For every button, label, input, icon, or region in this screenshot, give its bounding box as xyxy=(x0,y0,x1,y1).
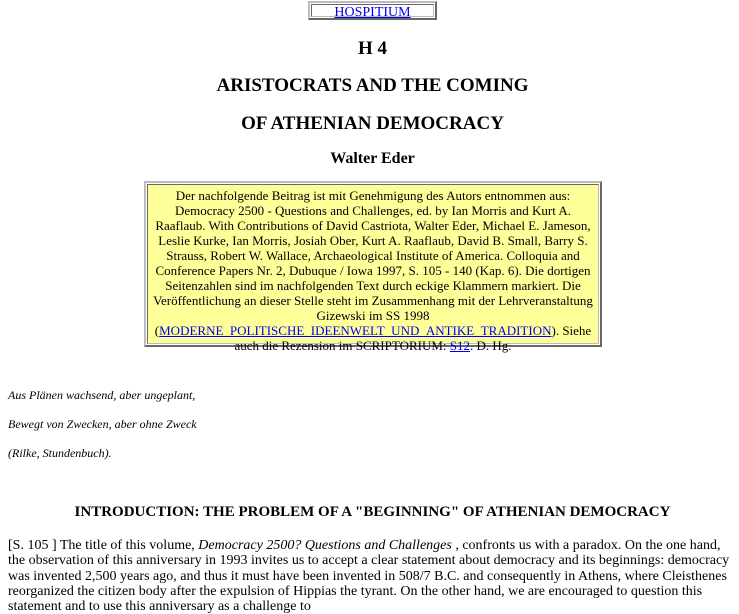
epigraph-citation: (Rilke, Stundenbuch). xyxy=(8,446,112,460)
intro-text-part-2: , confronts us with a paradox. On the one hand, the observation of this anniversary in 1993 invites us to accept a clear statement about democracy and its beginnings: democracy was invented 2,500 years ago, and thus it must have been invented in 508/7 B.C. and consequently in Athens, where Cleisthenes reorganized the citizen body after the expulsion of Hippias the tyrant. On the other hand, we are encouraged to question this statement and to use this anniversary as a challenge to xyxy=(8,538,730,614)
volume-title: Democracy 2500? Questions and Challenges xyxy=(198,538,452,553)
s12-link[interactable]: S12 xyxy=(449,338,471,353)
hospitium-link[interactable]: HOSPITIUM xyxy=(334,5,411,20)
author-name: Walter Eder xyxy=(330,150,415,167)
hospitium-nav-box xyxy=(308,1,437,20)
moderne-politische-ideenwelt-link[interactable]: MODERNE_POLITISCHE_IDEENWELT_UND_ANTIKE_TRADITION xyxy=(159,323,552,338)
epigraph-line-1: Aus Plänen wachsend, aber ungeplant, xyxy=(8,388,196,402)
editorial-notice-box xyxy=(144,181,602,353)
notice-text-part-2: ). Siehe auch die Rezension im SCRIPTORIUM: xyxy=(234,323,592,353)
introduction-heading: INTRODUCTION: THE PROBLEM OF A "BEGINNING" OF ATHENIAN DEMOCRACY xyxy=(74,504,671,520)
notice-text-part-3: . D. Hg. xyxy=(470,338,512,353)
page-reference: [S. 105 ] xyxy=(8,538,57,553)
editorial-notice-text xyxy=(147,184,599,353)
notice-text-part-1: Der nachfolgende Beitrag ist mit Genehmigung des Autors entnommen aus: Democracy 2500 - Questions and Challenges, ed. by Ian Morris and Kurt A. Raaflaub. With Contributions of David Castriota, Walter Eder, Michael E. Jameson, Leslie Kurke, Ian Morris, Josiah Ober, Kurt A. Raaflaub, David B. Small, Barry S. Strauss, Robert W. Wallace, Archaeological Institute of America. Colloquia and Conference Papers Nr. 2, Dubuque / Iowa 1997, S. 105 - 140 (Kap. 6). Die dortigen Seitenzahlen sind im nachfolgenden Text durch eckige Klammern markiert. Die Veröffentlichung an dieser Stelle steht im Zusammenhang mit der Lehrveranstaltung Gizewski im SS 1998 ( xyxy=(153,188,593,338)
intro-text-part-1: The title of this volume, xyxy=(56,538,199,553)
introduction-paragraph xyxy=(8,538,739,614)
document-code: H 4 xyxy=(357,38,388,59)
epigraph-line-2: Bewegt von Zwecken, aber ohne Zweck xyxy=(8,417,197,431)
page-title-line-2: OF ATHENIAN DEMOCRACY xyxy=(241,113,504,134)
hospitium-nav-cell xyxy=(311,4,434,20)
page-title-line-1: ARISTOCRATS AND THE COMING xyxy=(216,75,529,96)
